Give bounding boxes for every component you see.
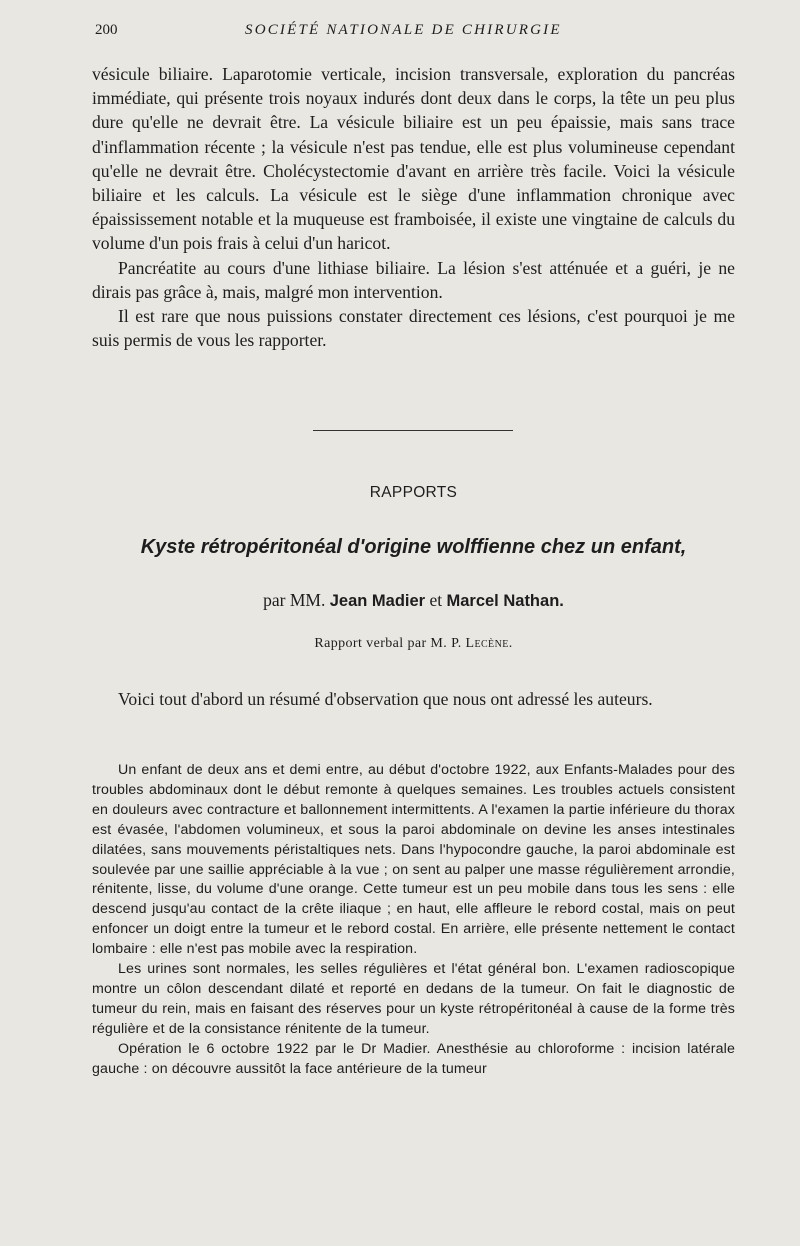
paragraph: vésicule biliaire. Laparotomie verticale, incision transversale, exploration du pancréas immédiate, qui présente trois noyaux indurés dont deux dans le corps, la tête un peu plus dure qu'elle ne devrait être. La vésicule biliaire est un peu épaissie, mais sans trace d'inflammation récente ; la vésicule n'est pas tendue, elle est plus volumineuse cependant qu'elle ne devrait être. Cholécystectomie d'avant en arrière très facile. Voici la vésicule biliaire et les calculs. La vésicule est le siège d'une inflammation chronique avec épaississement notable et la muqueuse est framboisée, il existe une vingtaine de calculs du volume d'un pois frais à celui d'un haricot. (92, 64, 735, 254)
byline-and: et (429, 590, 443, 610)
byline (92, 590, 735, 611)
paragraph: Pancréatite au cours d'une lithiase biliaire. La lésion s'est atténuée et a guéri, je ne dirais pas grâce à, mais, malgré mon intervention. (92, 257, 735, 302)
observation-text (92, 761, 735, 1080)
section-heading: RAPPORTS (369, 484, 458, 501)
intro-text (92, 687, 735, 712)
byline-prefix: par MM. (263, 590, 326, 610)
article-title: Kyste rétropéritonéal d'origine wolffienne chez un enfant, (140, 536, 687, 558)
author-name: Marcel Nathan. (446, 592, 564, 610)
journal-title: SOCIÉTÉ NATIONALE DE CHIRURGIE (245, 22, 562, 38)
report-prefix: Rapport verbal par M. P. (314, 636, 462, 651)
paragraph: Un enfant de deux ans et demi entre, au début d'octobre 1922, aux Enfants-Malades pour des troubles abdominaux dont le début remonte à quelques semaines. Les troubles actuels consistent en douleurs avec contracture et ballonnement intermittents. A l'examen la partie inférieure du thorax est évasée, l'abdomen volumineux, et sous la paroi abdominale on devine les anses intestinales dilatées, sans mouvements péristaltiques nets. Dans l'hypocondre gauche, la paroi abdominale est soulevée par une saillie appréciable à la vue ; on sent au palper une masse régulièrement arrondie, rénitente, lisse, du volume d'une orange. Cette tumeur est un peu mobile dans tous les sens : elle descend jusqu'au contact de la crête iliaque ; en haut, elle affleure le rebord costal, mais on peut enfoncer un doigt entre la tumeur et le rebord costal. En arrière, elle présente nettement le contact lombaire : elle n'est pas mobile avec la respiration. (92, 762, 735, 958)
report-line (92, 636, 735, 652)
paragraph: Voici tout d'abord un résumé d'observation que nous ont adressé les auteurs. (118, 689, 653, 709)
running-head (95, 22, 735, 42)
report-author: Lecène. (465, 636, 513, 651)
author-name: Jean Madier (329, 592, 426, 610)
paragraph: Les urines sont normales, les selles régulières et l'état général bon. L'examen radioscopique montre un côlon descendant dilaté et reporté en dedans de la tumeur. On fait le diagnostic de tumeur du rein, mais en faisant des réserves pour un kyste rétropéritonéal à cause de la forme très régulière et de la consistance rénitente de la tumeur. (92, 961, 735, 1037)
paragraph: Opération le 6 octobre 1922 par le Dr Madier. Anesthésie au chloroforme : incision latérale gauche : on découvre aussitôt la face antérieure de la tumeur (92, 1040, 735, 1077)
body-text (92, 62, 735, 352)
paragraph: Il est rare que nous puissions constater directement ces lésions, c'est pourquoi je me suis permis de vous les rapporter. (92, 306, 735, 351)
page-number: 200 (95, 22, 118, 38)
section-divider (313, 430, 513, 431)
